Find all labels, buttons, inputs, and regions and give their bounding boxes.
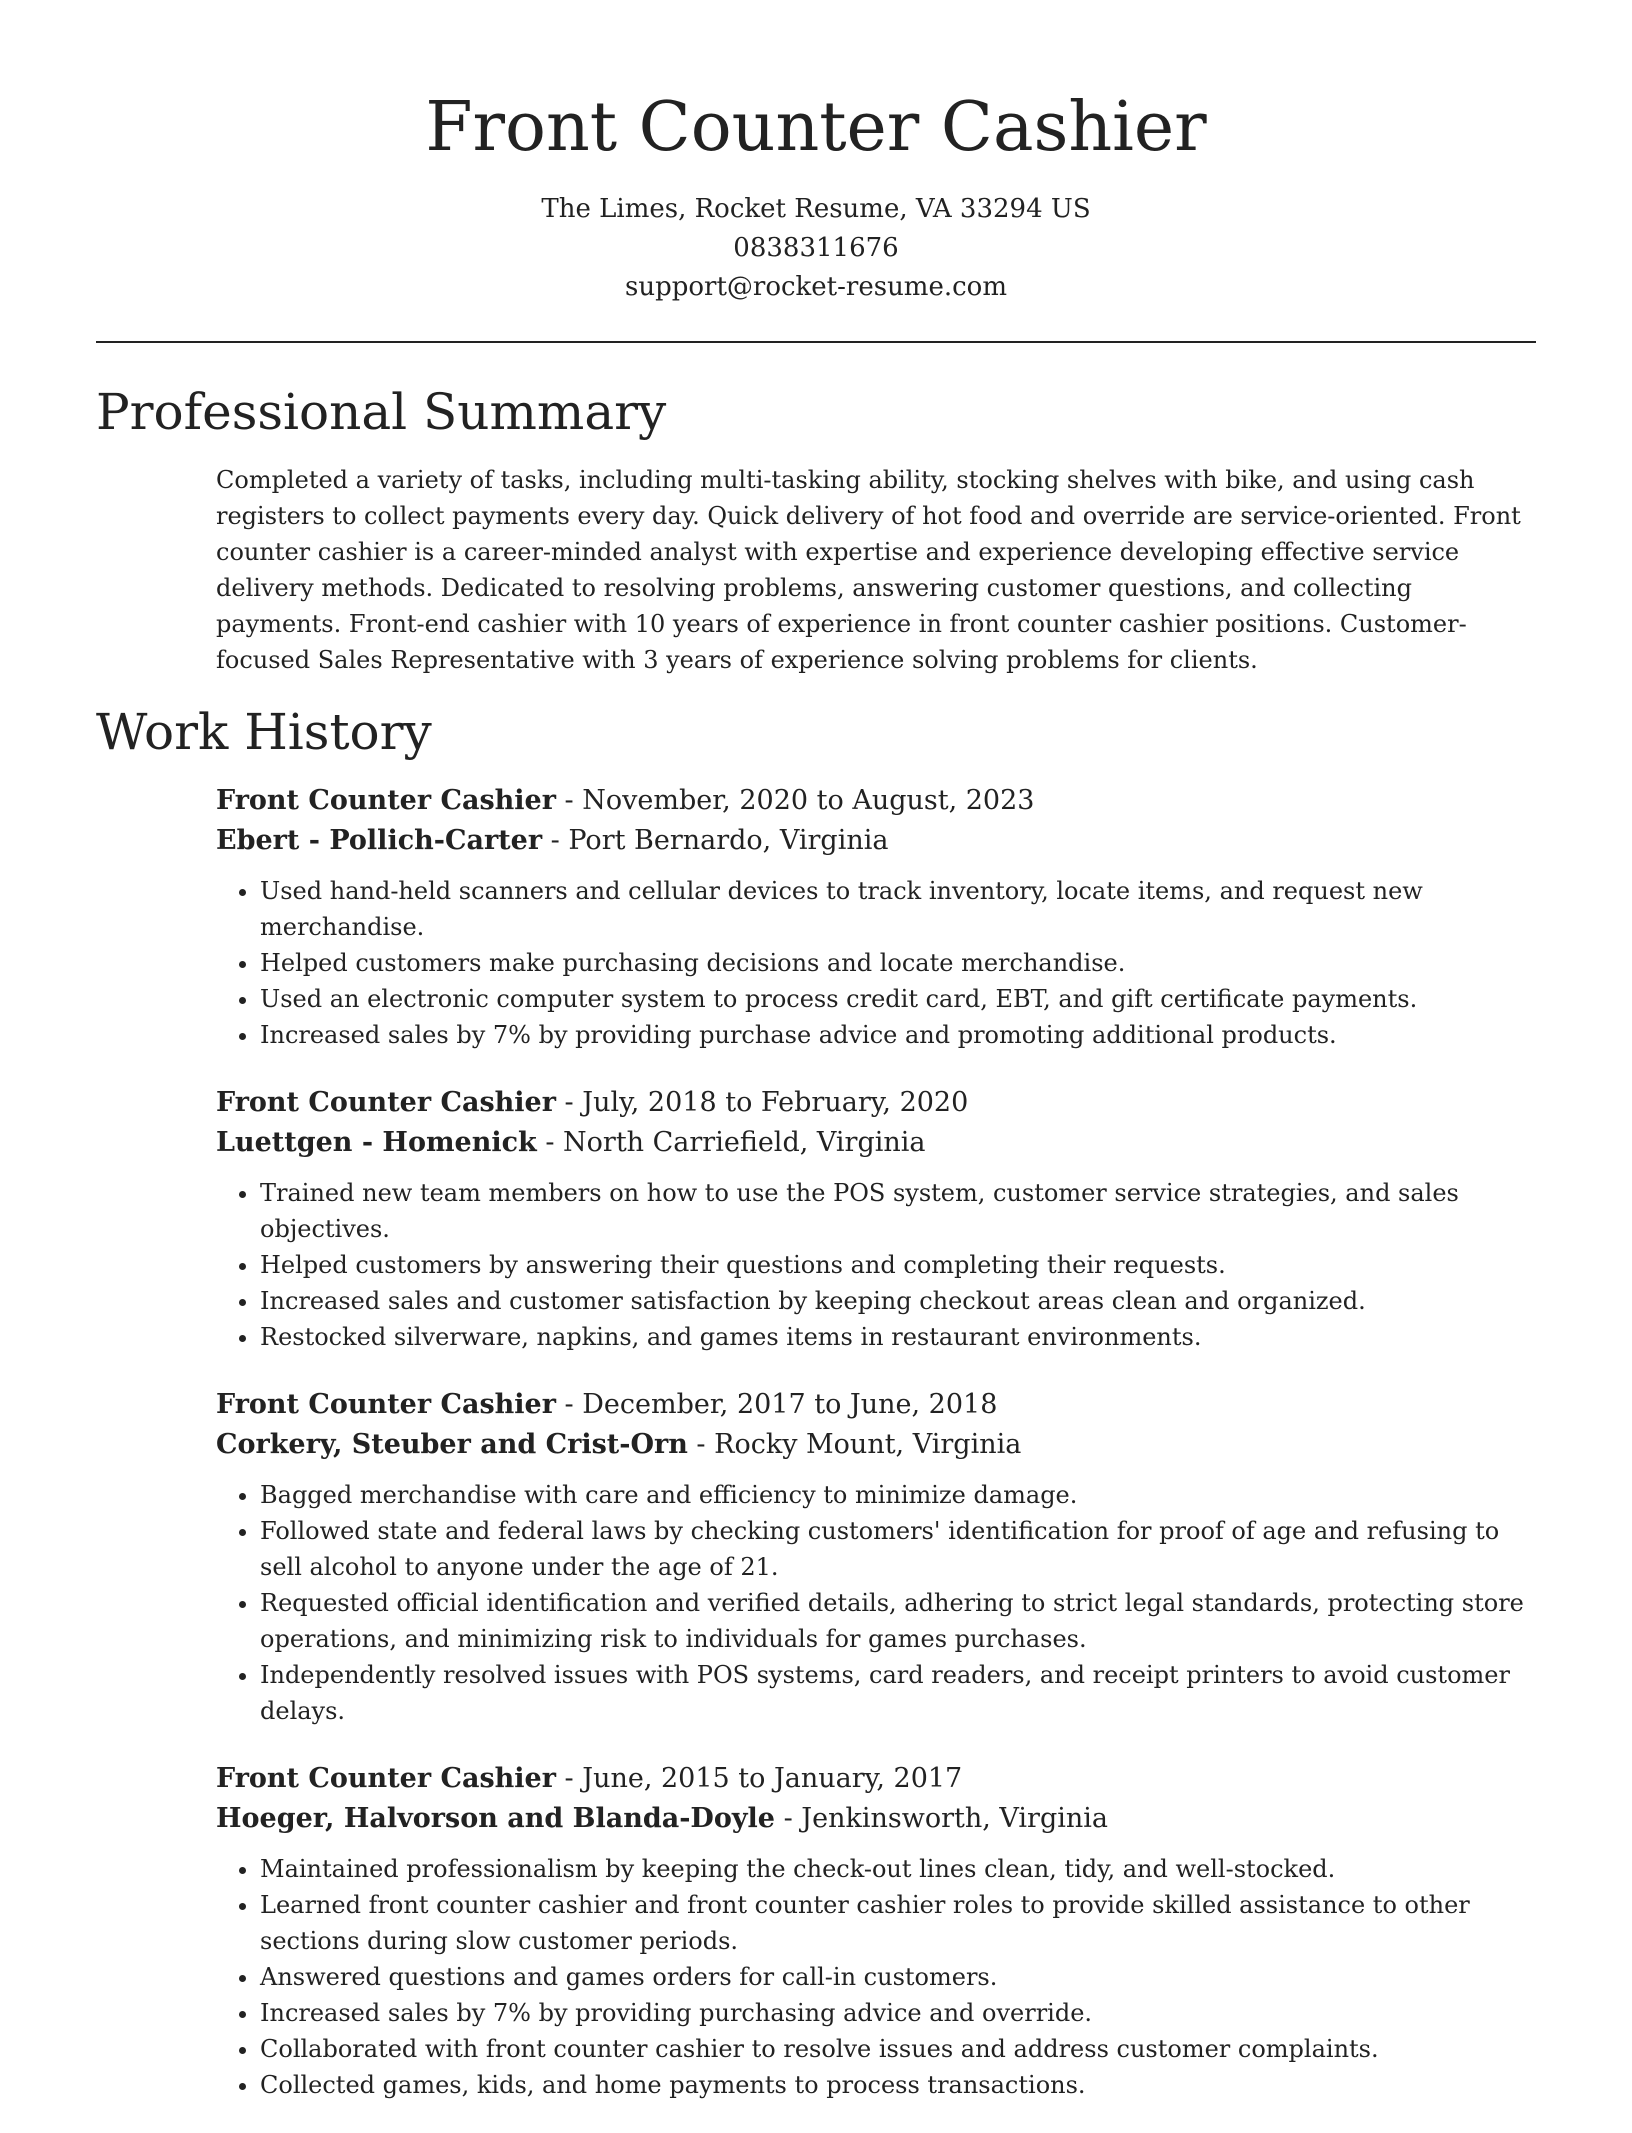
job-entry xyxy=(216,1759,1538,2103)
separator: - xyxy=(555,785,583,816)
job-dates: July, 2018 to February, 2020 xyxy=(582,1087,969,1118)
summary-heading: Professional Summary xyxy=(96,383,667,441)
job-company-line xyxy=(216,1799,1538,1839)
job-company: Corkery, Steuber and Crist-Orn xyxy=(216,1429,688,1460)
summary-text: Completed a variety of tasks, including multi-tasking ability, stocking shelves with bike, and using cash registers to collect payments every day. Quick delivery of hot food and override are service-oriented. Front counter cashier is a career-minded analyst with expertise and experience developing effective service delivery methods. Dedicated to resolving problems, answering customer questions, and collecting payments. Front-end cashier with 10 years of experience in front counter cashier positions. Customer-focused Sales Representative with 3 years of experience solving problems for clients. xyxy=(216,466,1521,674)
job-bullet: • Increased sales and customer satisfaction by keeping checkout areas clean and organized. xyxy=(260,1283,1538,1319)
job-bullet: • Followed state and federal laws by checking customers' identification for proof of age and refusing to sell alcohol to anyone under the age of 21. xyxy=(260,1513,1538,1585)
job-location: Jenkinsworth, Virginia xyxy=(801,1803,1108,1834)
job-bullet: • Restocked silverware, napkins, and games items in restaurant environments. xyxy=(260,1319,1538,1355)
job-dates: June, 2015 to January, 2017 xyxy=(582,1763,963,1794)
job-bullet: • Used hand-held scanners and cellular devices to track inventory, locate items, and request new merchandise. xyxy=(260,873,1538,945)
job-entry xyxy=(216,781,1538,1053)
resume-name: Front Counter Cashier xyxy=(425,88,1207,167)
job-bullet: • Collected games, kids, and home payments to process transactions. xyxy=(260,2067,1538,2103)
separator: - xyxy=(555,1389,583,1420)
header-divider xyxy=(96,341,1536,343)
job-dates: December, 2017 to June, 2018 xyxy=(582,1389,998,1420)
work-history-list xyxy=(216,781,1538,2133)
job-company: Ebert - Pollich-Carter xyxy=(216,825,543,856)
contact-email: support@rocket-resume.com xyxy=(624,272,1007,302)
job-bullet: • Learned front counter cashier and front counter cashier roles to provide skilled assistance to other sections during slow customer periods. xyxy=(260,1887,1538,1959)
job-bullets xyxy=(216,1477,1538,1729)
job-entry xyxy=(216,1385,1538,1729)
job-dates: November, 2020 to August, 2023 xyxy=(582,785,1035,816)
job-title-line xyxy=(216,1759,1538,1799)
job-location: Port Bernardo, Virginia xyxy=(568,825,889,856)
contact-phone: 0838311676 xyxy=(733,233,899,263)
job-bullet: • Increased sales by 7% by providing purchase advice and promoting additional products. xyxy=(260,1017,1538,1053)
job-title-line xyxy=(216,781,1538,821)
job-bullet: • Collaborated with front counter cashier to resolve issues and address customer complaints. xyxy=(260,2031,1538,2067)
job-bullets xyxy=(216,873,1538,1053)
job-entry xyxy=(216,1083,1538,1355)
job-bullet: • Helped customers by answering their questions and completing their requests. xyxy=(260,1247,1538,1283)
separator: - xyxy=(555,1763,583,1794)
separator: - xyxy=(555,1087,583,1118)
job-location: Rocky Mount, Virginia xyxy=(714,1429,1022,1460)
job-bullets xyxy=(216,1851,1538,2103)
job-bullet: • Answered questions and games orders for call-in customers. xyxy=(260,1959,1538,1995)
job-location: North Carriefield, Virginia xyxy=(563,1127,926,1158)
job-bullet: • Helped customers make purchasing decisions and locate merchandise. xyxy=(260,945,1538,981)
job-company: Luettgen - Homenick xyxy=(216,1127,537,1158)
separator: - xyxy=(542,825,569,856)
job-bullet: • Increased sales by 7% by providing purchasing advice and override. xyxy=(260,1995,1538,2031)
job-bullet: • Bagged merchandise with care and efficiency to minimize damage. xyxy=(260,1477,1538,1513)
job-title-line xyxy=(216,1385,1538,1425)
work-history-heading: Work History xyxy=(96,703,432,761)
job-bullet: • Trained new team members on how to use the POS system, customer service strategies, and sales objectives. xyxy=(260,1175,1538,1247)
job-bullet: • Independently resolved issues with POS systems, card readers, and receipt printers to avoid customer delays. xyxy=(260,1657,1538,1729)
job-title-line xyxy=(216,1083,1538,1123)
job-title: Front Counter Cashier xyxy=(216,1389,556,1420)
job-bullets xyxy=(216,1175,1538,1355)
job-company: Hoeger, Halvorson and Blanda-Doyle xyxy=(216,1803,775,1834)
job-title: Front Counter Cashier xyxy=(216,1763,556,1794)
job-company-line xyxy=(216,1425,1538,1465)
separator: - xyxy=(774,1803,802,1834)
separator: - xyxy=(687,1429,715,1460)
contact-address: The Limes, Rocket Resume, VA 33294 US xyxy=(541,194,1091,224)
job-title: Front Counter Cashier xyxy=(216,785,556,816)
job-bullet: • Used an electronic computer system to process credit card, EBT, and gift certificate payments. xyxy=(260,981,1538,1017)
job-bullet: • Requested official identification and verified details, adhering to strict legal standards, protecting store operations, and minimizing risk to individuals for games purchases. xyxy=(260,1585,1538,1657)
job-company-line xyxy=(216,821,1538,861)
separator: - xyxy=(536,1127,564,1158)
contact-block xyxy=(0,190,1632,307)
job-title: Front Counter Cashier xyxy=(216,1087,556,1118)
job-company-line xyxy=(216,1123,1538,1163)
job-bullet: • Maintained professionalism by keeping the check-out lines clean, tidy, and well-stocked. xyxy=(260,1851,1538,1887)
